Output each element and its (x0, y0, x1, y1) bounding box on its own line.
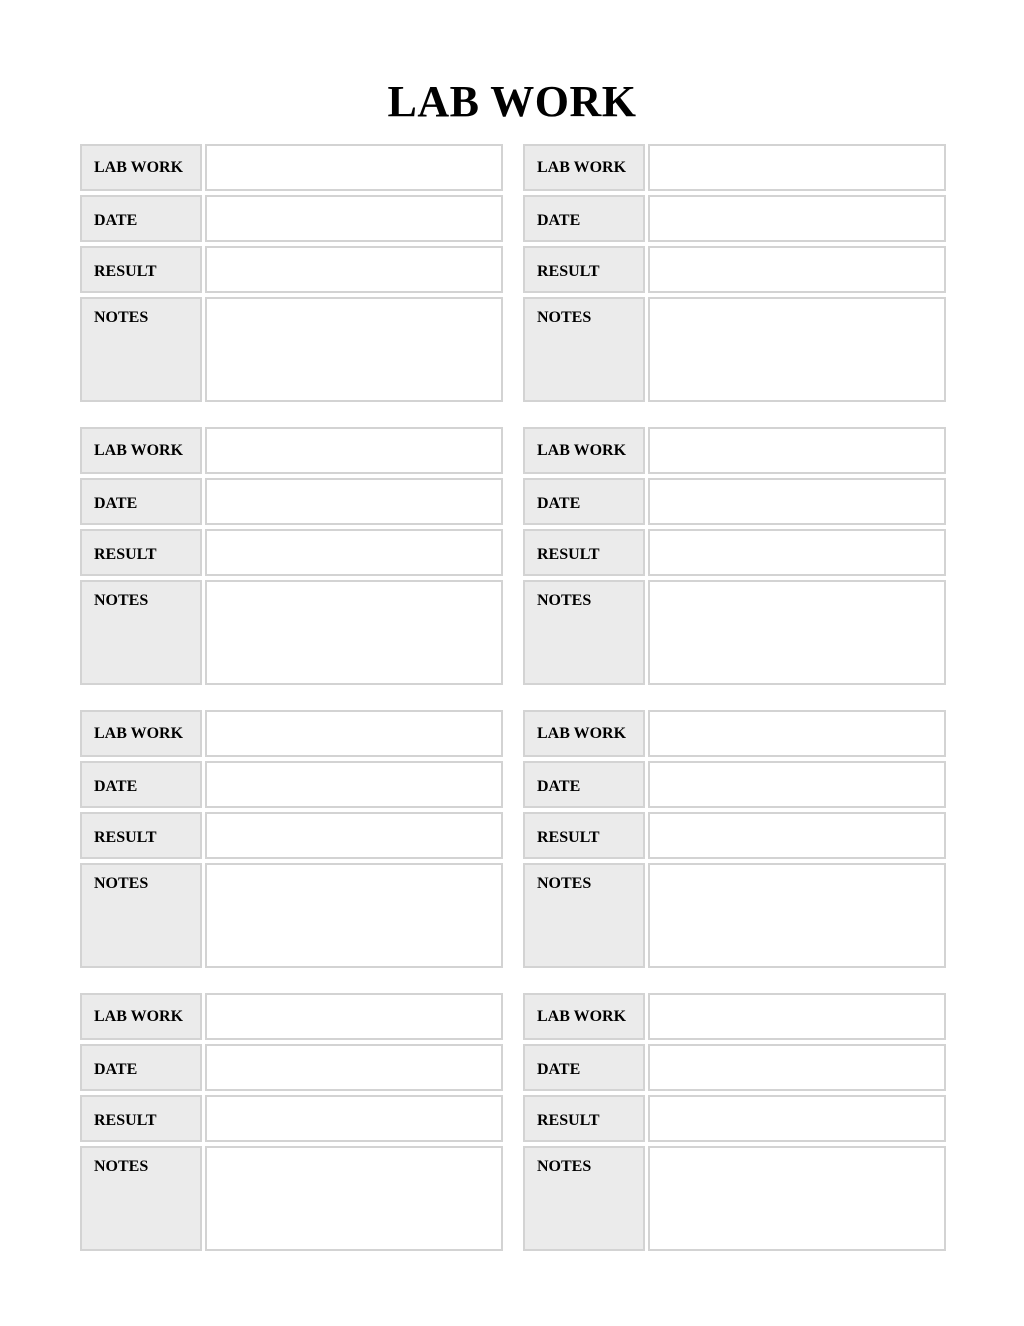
result-row (80, 1095, 503, 1142)
notes-field[interactable] (648, 863, 946, 968)
result-field[interactable] (648, 246, 946, 293)
result-field[interactable] (205, 812, 503, 859)
notes-field[interactable] (205, 297, 503, 402)
date-field[interactable] (205, 1044, 503, 1091)
lab-work-field[interactable] (205, 993, 503, 1040)
lab-work-field[interactable] (648, 144, 946, 191)
date-label: DATE (80, 195, 202, 242)
notes-label: NOTES (80, 297, 202, 402)
notes-label: NOTES (80, 1146, 202, 1251)
date-field[interactable] (205, 761, 503, 808)
result-row (523, 246, 946, 293)
lab-work-row (523, 993, 946, 1040)
date-field[interactable] (205, 195, 503, 242)
notes-row (80, 580, 503, 685)
date-label: DATE (523, 195, 645, 242)
date-label: DATE (80, 761, 202, 808)
result-label: RESULT (80, 1095, 202, 1142)
lab-work-label: LAB WORK (523, 710, 645, 757)
notes-label: NOTES (523, 580, 645, 685)
result-label: RESULT (80, 529, 202, 576)
notes-label: NOTES (523, 863, 645, 968)
lab-work-label: LAB WORK (80, 993, 202, 1040)
date-row (523, 761, 946, 808)
date-row (80, 195, 503, 242)
result-field[interactable] (205, 1095, 503, 1142)
date-row (80, 478, 503, 525)
lab-work-row (523, 144, 946, 191)
lab-work-row (523, 427, 946, 474)
date-label: DATE (523, 761, 645, 808)
result-label: RESULT (80, 812, 202, 859)
result-field[interactable] (648, 812, 946, 859)
lab-work-field[interactable] (205, 144, 503, 191)
result-row (523, 1095, 946, 1142)
result-label: RESULT (523, 812, 645, 859)
result-field[interactable] (205, 246, 503, 293)
lab-work-field[interactable] (648, 993, 946, 1040)
notes-field[interactable] (205, 1146, 503, 1251)
lab-work-field[interactable] (205, 427, 503, 474)
date-label: DATE (80, 478, 202, 525)
result-row (80, 812, 503, 859)
date-label: DATE (80, 1044, 202, 1091)
lab-work-row (80, 144, 503, 191)
result-label: RESULT (80, 246, 202, 293)
date-row (523, 1044, 946, 1091)
notes-label: NOTES (80, 863, 202, 968)
lab-work-label: LAB WORK (80, 144, 202, 191)
lab-work-label: LAB WORK (80, 427, 202, 474)
notes-row (523, 297, 946, 402)
result-label: RESULT (523, 1095, 645, 1142)
result-row (523, 529, 946, 576)
date-label: DATE (523, 1044, 645, 1091)
notes-label: NOTES (523, 1146, 645, 1251)
date-field[interactable] (648, 1044, 946, 1091)
lab-work-field[interactable] (205, 710, 503, 757)
page-title: LAB WORK (387, 77, 637, 126)
lab-work-row (80, 993, 503, 1040)
notes-row (80, 1146, 503, 1251)
notes-row (523, 863, 946, 968)
notes-field[interactable] (648, 580, 946, 685)
lab-work-label: LAB WORK (523, 144, 645, 191)
notes-field[interactable] (648, 1146, 946, 1251)
result-row (80, 246, 503, 293)
date-field[interactable] (648, 195, 946, 242)
notes-row (523, 1146, 946, 1251)
lab-work-row (80, 427, 503, 474)
lab-work-row (523, 710, 946, 757)
result-row (523, 812, 946, 859)
notes-label: NOTES (80, 580, 202, 685)
date-field[interactable] (205, 478, 503, 525)
notes-field[interactable] (205, 863, 503, 968)
lab-work-field[interactable] (648, 427, 946, 474)
date-field[interactable] (648, 478, 946, 525)
result-label: RESULT (523, 246, 645, 293)
notes-label: NOTES (523, 297, 645, 402)
result-field[interactable] (205, 529, 503, 576)
result-label: RESULT (523, 529, 645, 576)
date-row (80, 761, 503, 808)
lab-work-label: LAB WORK (523, 427, 645, 474)
result-field[interactable] (648, 1095, 946, 1142)
notes-row (80, 297, 503, 402)
date-row (523, 195, 946, 242)
notes-row (523, 580, 946, 685)
lab-work-row (80, 710, 503, 757)
lab-work-field[interactable] (648, 710, 946, 757)
date-row (523, 478, 946, 525)
notes-row (80, 863, 503, 968)
result-field[interactable] (648, 529, 946, 576)
date-label: DATE (523, 478, 645, 525)
result-row (80, 529, 503, 576)
date-field[interactable] (648, 761, 946, 808)
notes-field[interactable] (205, 580, 503, 685)
lab-work-label: LAB WORK (523, 993, 645, 1040)
date-row (80, 1044, 503, 1091)
notes-field[interactable] (648, 297, 946, 402)
lab-work-label: LAB WORK (80, 710, 202, 757)
